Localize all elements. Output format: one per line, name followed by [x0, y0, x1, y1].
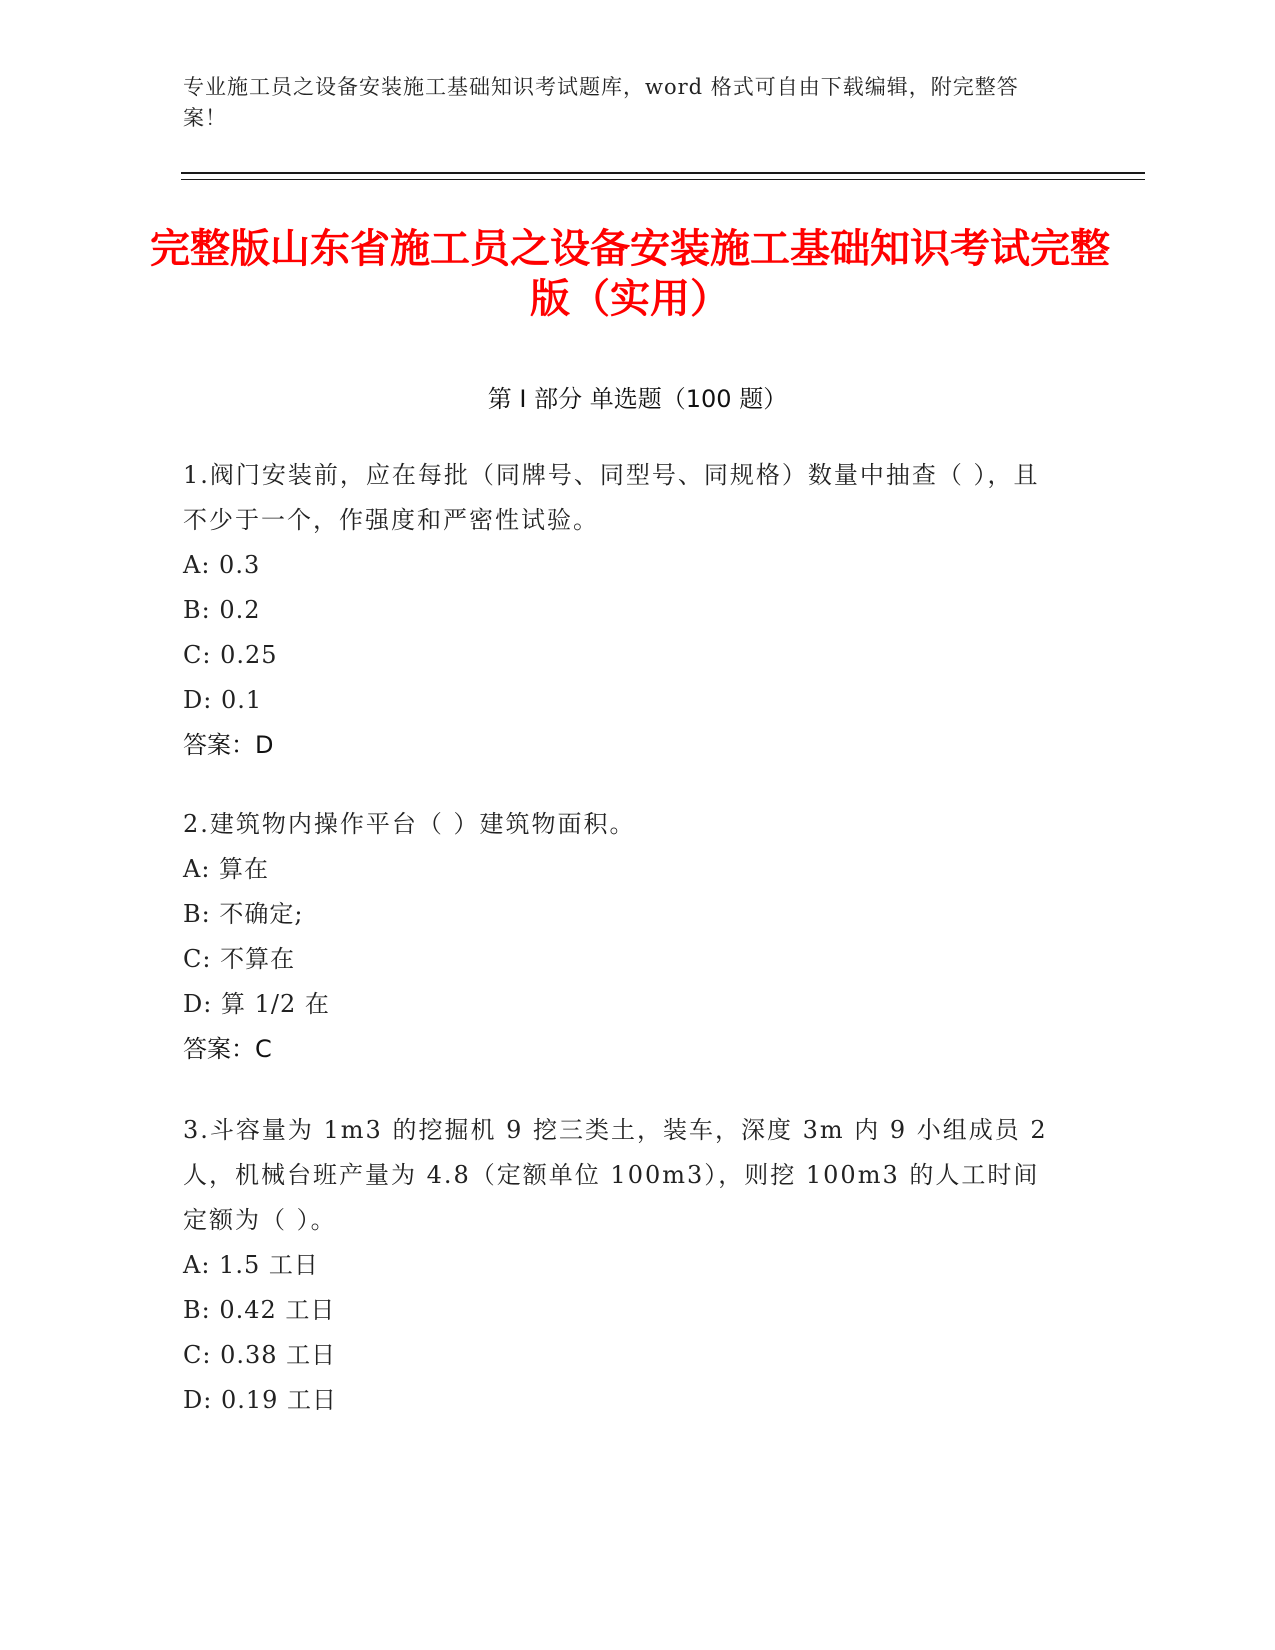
option-d: D: 0.1 [183, 686, 263, 714]
answer: 答案：D [183, 731, 274, 759]
option-c: C: 不算在 [183, 945, 296, 973]
option-c: C: 0.25 [183, 641, 278, 669]
question-stem: 2.建筑物内操作平台（ ）建筑物面积。 [183, 810, 636, 838]
answer: 答案：C [183, 1035, 272, 1063]
header-divider-thin [181, 179, 1145, 180]
option-b: B: 不确定; [183, 900, 304, 928]
option-b: B: 0.2 [183, 596, 261, 624]
question-stem: 1.阀门安装前，应在每批（同牌号、同型号、同规格）数量中抽查（ ），且不少于一个，作强度和严密性试验。 [183, 461, 1040, 534]
option-a: A: 0.3 [183, 551, 261, 579]
question-1 [183, 453, 1063, 768]
question-stem: 3.斗容量为 1m3 的挖掘机 9 挖三类土，装车，深度 3m 内 9 小组成员 2 人，机械台班产量为 4.8（定额单位 100m3），则挖 100m3 的人工时间定额为（ ）。 [183, 1116, 1048, 1234]
section-title: 第 I 部分 单选题（100 题） [487, 385, 788, 413]
document-title: 完整版山东省施工员之设备安装施工基础知识考试完整版（实用） [150, 226, 1110, 322]
header-note: 专业施工员之设备安装施工基础知识考试题库，word 格式可自由下载编辑，附完整答案！ [183, 75, 1019, 130]
option-d: D: 0.19 工日 [183, 1386, 338, 1414]
question-3 [183, 1108, 1063, 1423]
option-d: D: 算 1/2 在 [183, 990, 330, 1018]
option-b: B: 0.42 工日 [183, 1296, 336, 1324]
option-a: A: 算在 [183, 855, 270, 883]
header-divider [181, 172, 1145, 174]
option-c: C: 0.38 工日 [183, 1341, 337, 1369]
question-2 [183, 802, 1063, 1072]
option-a: A: 1.5 工日 [183, 1251, 319, 1279]
